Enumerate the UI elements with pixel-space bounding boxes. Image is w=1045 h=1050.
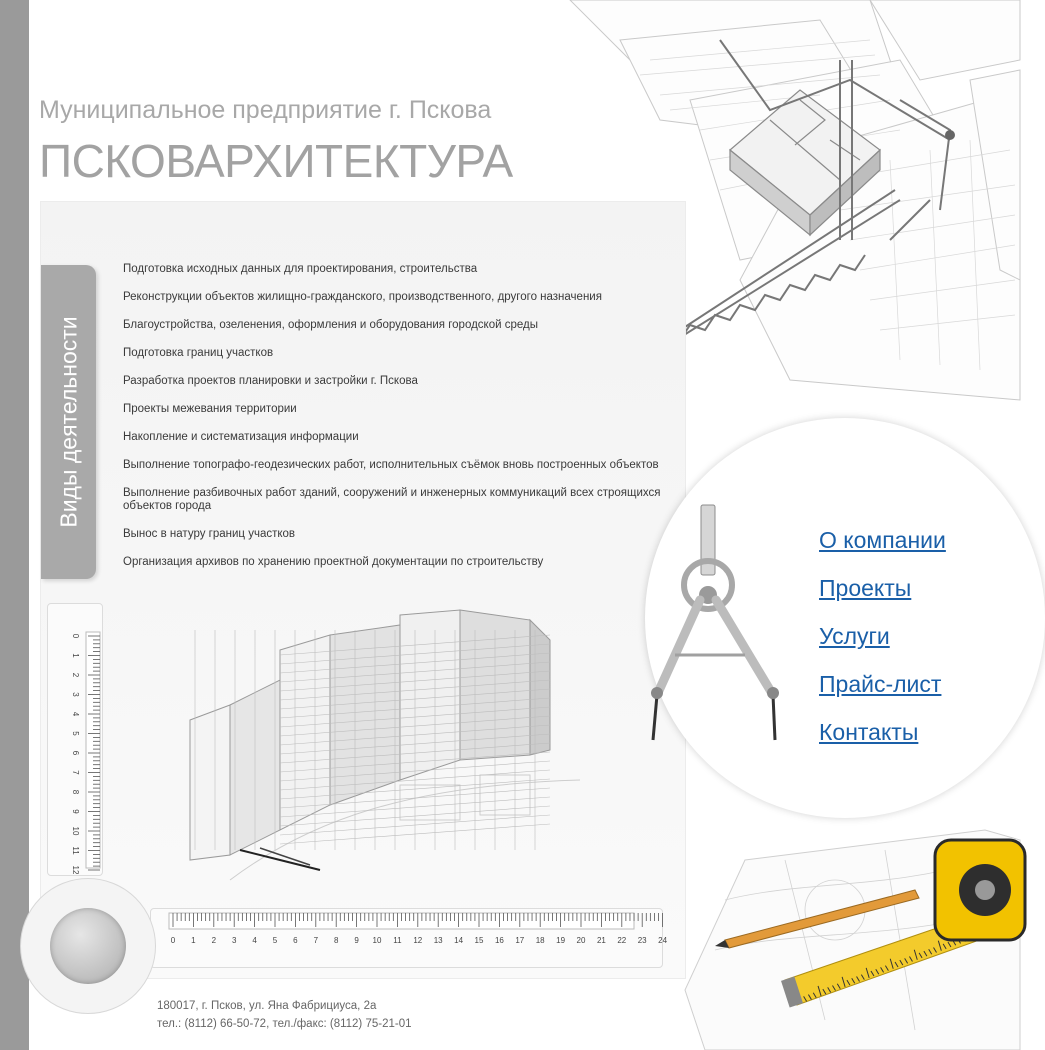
vertical-ruler (47, 603, 103, 876)
ruler-v-label: 3 (70, 692, 80, 697)
activity-item: Проекты межевания территории (123, 403, 297, 415)
header-title: ПСКОВАРХИТЕКТУРА (39, 135, 513, 187)
activity-item: Накопление и систематизация информации (123, 431, 359, 443)
ruler-h-label: 2 (211, 936, 217, 945)
activity-item: Разработка проектов планировки и застройки г. Пскова (123, 375, 418, 387)
ruler-h-label: 23 (637, 936, 647, 945)
activity-item: Подготовка границ участков (123, 347, 274, 359)
ruler-h-label: 24 (658, 936, 668, 945)
activity-item: Подготовка исходных данных для проектирования, строительства (123, 263, 478, 275)
activity-item: Организация архивов по хранению проектной документации по строительству (123, 556, 544, 568)
ruler-v-label: 6 (70, 750, 80, 756)
activities-tab (41, 265, 96, 579)
ruler-v-label: 4 (70, 711, 80, 717)
ruler-h-label: 6 (293, 936, 298, 945)
footer-phones: тел.: (8112) 66-50-72, тел./факс: (8112) 75-21-01 (157, 1018, 412, 1030)
footer-contacts (157, 997, 411, 1033)
ruler-h-label: 10 (372, 936, 382, 945)
nav-link-services[interactable]: Услуги (819, 623, 890, 649)
ruler-h-label: 17 (515, 936, 525, 945)
ruler-v-label: 9 (70, 809, 80, 814)
header-subtitle: Муниципальное предприятие г. Пскова (39, 96, 492, 124)
ruler-h-label: 16 (494, 936, 504, 945)
ruler-h-label: 5 (272, 936, 278, 945)
ruler-h-label: 11 (393, 936, 402, 945)
nav-link-pricelist[interactable]: Прайс-лист (819, 671, 942, 697)
activity-item: Благоустройства, озеленения, оформления и оборудования городской среды (123, 319, 538, 331)
main-navigation (819, 527, 946, 767)
ruler-h-label: 3 (231, 936, 237, 945)
ruler-v-label: 8 (70, 789, 80, 795)
ruler-v-label: 1 (70, 653, 80, 658)
nav-link-about[interactable]: О компании (819, 527, 946, 553)
ruler-v-label: 0 (70, 633, 80, 639)
ruler-v-label: 12 (70, 865, 80, 875)
tape-measure-illustration (685, 820, 1020, 1050)
ruler-h-label: 0 (170, 936, 176, 945)
ruler-h-label: 20 (576, 936, 586, 945)
horizontal-ruler (150, 908, 668, 968)
activity-item: Выполнение топографо-геодезических работ, исполнительных съёмок вновь построенных объектов (123, 459, 659, 471)
activity-item: Реконструкции объектов жилищно-гражданского, производственного, другого назначения (123, 291, 602, 303)
ruler-v-label: 7 (70, 770, 80, 775)
ruler-h-label: 18 (535, 936, 545, 945)
ruler-v-label: 5 (70, 731, 80, 736)
ruler-v-label: 2 (70, 672, 80, 678)
compass-icon (645, 505, 785, 745)
ruler-h-label: 15 (474, 936, 484, 945)
activities-list (123, 263, 663, 584)
activity-item: Вынос в натуру границ участков (123, 528, 296, 540)
ruler-h-label: 13 (433, 936, 443, 945)
ruler-h-label: 19 (556, 936, 566, 945)
ruler-v-label: 10 (70, 826, 80, 836)
footer-address: 180017, г. Псков, ул. Яна Фабрициуса, 2а (157, 1000, 377, 1012)
activity-item: Выполнение разбивочных работ зданий, сооружений и инженерных коммуникаций всех строящихся объектов города (123, 487, 661, 512)
ruler-h-label: 4 (252, 936, 257, 945)
ruler-h-label: 21 (596, 936, 606, 945)
ruler-h-label: 22 (617, 936, 627, 945)
ruler-disc-knob (50, 908, 126, 984)
ruler-v-label: 11 (70, 846, 80, 855)
activities-tab-label: Виды деятельности (55, 316, 81, 528)
building-illustration (170, 610, 590, 900)
nav-link-contacts[interactable]: Контакты (819, 719, 919, 745)
ruler-h-label: 12 (413, 936, 423, 945)
ruler-h-label: 7 (313, 936, 319, 945)
ruler-h-label: 1 (191, 936, 196, 945)
nav-link-projects[interactable]: Проекты (819, 575, 912, 601)
ruler-h-label: 14 (454, 936, 464, 945)
ruler-h-label: 9 (354, 936, 359, 945)
ruler-h-label: 8 (333, 936, 339, 945)
left-decorative-bar (0, 0, 29, 1050)
